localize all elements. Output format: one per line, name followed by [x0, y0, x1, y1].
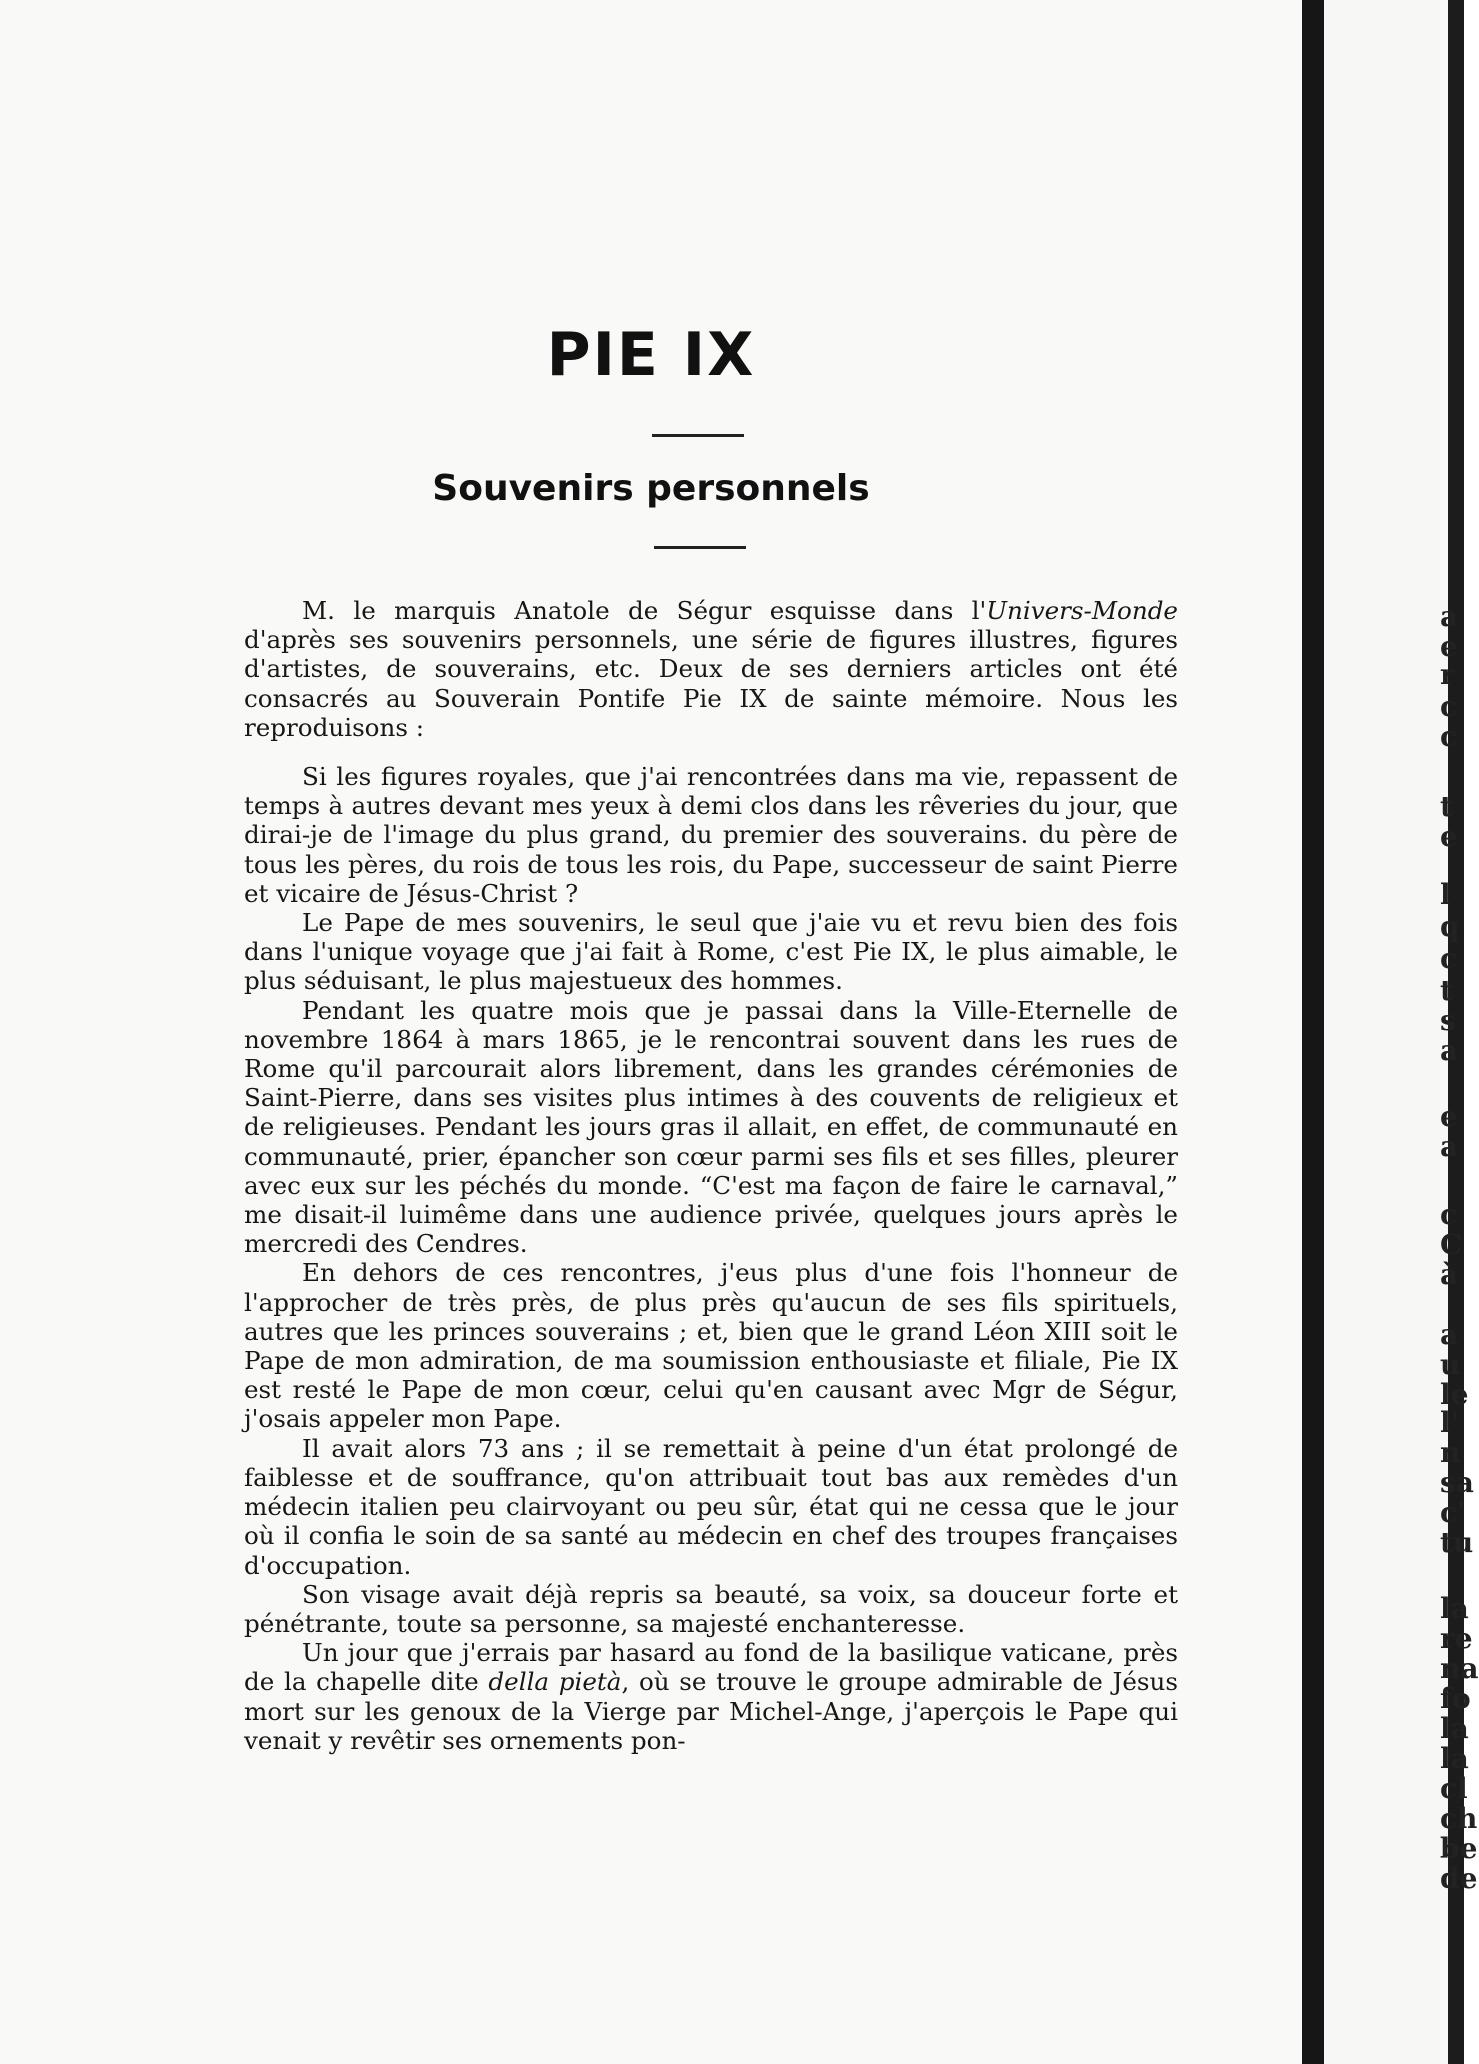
body-paragraph: Le Pape de mes souvenirs, le seul que j'aie vu et revu bien des fois dans l'unique voyage que j'ai fait à Rome, c'est Pie IX, le plus aimable, le plus séduisant, le plus majestueux des hommes. — [244, 908, 1178, 996]
facing-page-fragment: n — [1440, 1436, 1461, 1469]
facing-page-fragment: la — [1440, 1712, 1469, 1745]
facing-page-fragment: la — [1440, 1742, 1469, 1775]
body-paragraph: En dehors de ces rencontres, j'eus plus d'une fois l'honneur de l'approcher de très près, de plus près qu'aucun de ses fils spirituels, autres que les princes souverains ; et, bien que le grand Léon XIII soit le Pape de mon admiration, de ma soumission enthousiaste et filiale, Pie IX est resté le Pape de mon cœur, celui qu'en causant avec Mgr de Ségur, j'osais appeler mon Pape. — [244, 1258, 1178, 1434]
facing-page-fragment: a — [1440, 1130, 1459, 1163]
facing-page-fragment: q — [1440, 910, 1460, 943]
book-gutter — [1302, 0, 1324, 2064]
facing-page-fragment: de — [1440, 1862, 1478, 1895]
body-paragraph: Pendant les quatre mois que je passai dans la Ville-Eternelle de novembre 1864 à mars 1865, je le rencontrai souvent dans les rues de Rome qu'il parcourait alors librement, dans les grandes cérémonies de Saint-Pierre, dans ses visites plus intimes à des couvents de religieux et de religieuses. Pendant les jours gras il allait, en effet, de communauté en communauté, prier, épancher son cœur parmi ses fils et ses filles, pleurer avec eux sur les péchés du monde. “C'est ma façon de faire le carnaval,” me disait-il luimême dans une audience privée, quelques jours après le mercredi des Cendres. — [244, 995, 1178, 1259]
facing-page-fragment: c — [1440, 1198, 1458, 1231]
facing-page-fragment: re — [1440, 1622, 1473, 1655]
intro-paragraph: M. le marquis Anatole de Ségur esquisse dans l'Univers-Monde d'après ses souvenirs personnels, une série de figures illustres, figures d'artistes, de souverains, etc. Deux de ses derniers articles ont été consacrés au Souverain Pontife Pie IX de sainte mémoire. Nous les reproduisons : — [244, 596, 1178, 742]
article-body — [244, 596, 1178, 1755]
facing-page-fragment: t — [1440, 790, 1453, 823]
publication-name: Univers-Monde — [986, 596, 1178, 625]
body-paragraph: Si les figures royales, que j'ai rencontrées dans ma vie, repassent de temps à autres devant mes yeux à demi clos dans les rêveries du jour, que dirai-je de l'image du plus grand, du premier des souverains. du père de tous les pères, du rois de tous les rois, du Pape, successeur de saint Pierre et vicaire de Jésus-Christ ? — [244, 762, 1178, 908]
facing-page-fragment: be — [1440, 1832, 1478, 1865]
subtitle-rule — [654, 546, 746, 549]
facing-page-fragment: la — [1440, 1592, 1469, 1625]
facing-page-fragment: e — [1440, 630, 1458, 663]
body-paragraph: Il avait alors 73 ans ; il se remettait à peine d'un état prolongé de faiblesse et de souffrance, qu'on attribuait tout bas aux remèdes d'un médecin italien peu clairvoyant ou peu sûr, état qui ne cessa que le jour où il confia le soin de sa santé au médecin en chef des troupes françaises d'occupation. — [244, 1433, 1178, 1580]
facing-page-fragment: r — [1440, 658, 1455, 691]
body-paragraph: Un jour que j'errais par hasard au fond de la basilique vaticane, près de la chapelle dite della pietà, où se trouve le groupe admirable de Jésus mort sur les genoux de la Vierge par Michel-Ange, j'aperçois le Pape qui venait y revêtir ses ornements pon- — [244, 1638, 1179, 1755]
facing-page-fragment: a — [1440, 600, 1459, 633]
page-title: PIE IX — [546, 320, 756, 390]
facing-page-fragment: na — [1440, 1652, 1479, 1685]
page-subtitle: Souvenirs personnels — [432, 468, 870, 509]
facing-page-fragment: c — [1440, 720, 1458, 753]
facing-page-fragment: a — [1440, 1318, 1459, 1351]
facing-page-fragment: t — [1440, 974, 1453, 1007]
facing-page-fragment: s — [1440, 1004, 1456, 1037]
facing-page-fragment: tu — [1440, 1526, 1474, 1559]
facing-page-fragment: c — [1440, 942, 1458, 975]
facing-page-fragment: C — [1440, 1228, 1463, 1261]
facing-page-fragment: c' — [1440, 1496, 1466, 1529]
facing-page-fragment: c — [1440, 690, 1458, 723]
facing-page-fragment: a — [1440, 1034, 1459, 1067]
facing-page-fragment: e — [1440, 820, 1458, 853]
title-rule — [652, 434, 744, 437]
facing-page-fragment: fo — [1440, 1682, 1471, 1715]
facing-page-fragment: sa — [1440, 1466, 1474, 1499]
facing-page-fragment: e — [1440, 1100, 1458, 1133]
facing-page-fragment: à — [1440, 1258, 1459, 1291]
facing-page-fragment: u — [1440, 1348, 1461, 1381]
facing-page-fragment: cl — [1440, 1772, 1468, 1805]
facing-page-fragment: le — [1440, 1378, 1469, 1411]
facing-page-fragment: l — [1440, 878, 1451, 911]
chapel-name: della pietà — [488, 1667, 622, 1697]
body-paragraph: Son visage avait déjà repris sa beauté, sa voix, sa douceur forte et pénétrante, toute sa personne, sa majesté enchanteresse. — [244, 1579, 1178, 1638]
facing-page-fragment: l' — [1440, 1406, 1460, 1439]
facing-page-fragment: ch — [1440, 1802, 1478, 1835]
